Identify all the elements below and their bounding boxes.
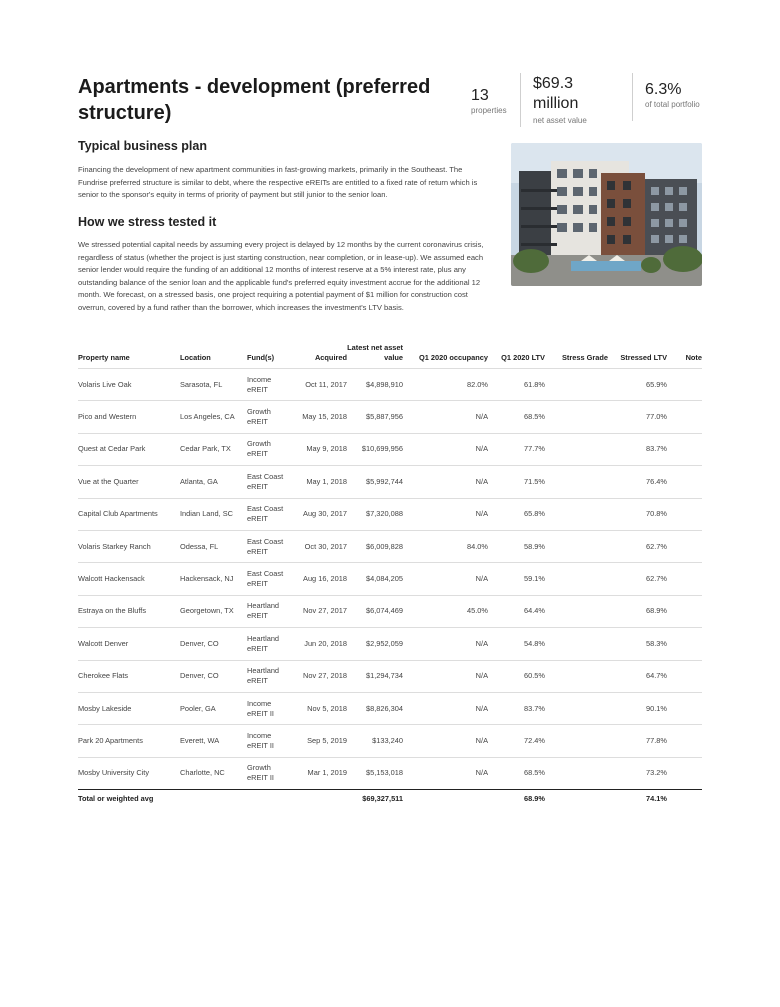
stat-divider [520,73,521,127]
total-label: Total or weighted avg [78,790,297,809]
cell-funds: Income eREIT II [247,692,297,724]
cell-note [667,466,702,498]
cell-location: Indian Land, SC [180,498,247,530]
cell-note [667,757,702,789]
cell-occupancy: N/A [403,401,488,433]
cell-funds: Growth eREIT [247,401,297,433]
cell-occupancy: N/A [403,692,488,724]
table-row [78,498,702,530]
cell-stressed-ltv: 62.7% [608,530,667,562]
stat-net-asset-value [533,74,618,126]
cell-property-name: Vue at the Quarter [78,466,180,498]
stat-properties-value: 13 [471,87,489,104]
cell-funds: East Coast eREIT [247,466,297,498]
table-total-row [78,790,702,809]
cell-property-name: Cherokee Flats [78,660,180,692]
cell-location: Cedar Park, TX [180,433,247,465]
cell-stress-grade [545,628,608,660]
cell-note [667,369,702,401]
stress-test-heading: How we stress tested it [78,215,217,229]
stat-portfolio-label: of total portfolio [645,100,700,109]
cell-funds: Heartland eREIT [247,628,297,660]
property-photo [511,143,702,286]
cell-occupancy: N/A [403,563,488,595]
cell-location: Georgetown, TX [180,595,247,627]
cell-acquired: Aug 30, 2017 [297,498,347,530]
cell-net-asset-value: $5,992,744 [347,466,403,498]
cell-stressed-ltv: 73.2% [608,757,667,789]
total-stressed-ltv: 74.1% [608,790,667,809]
cell-ltv: 83.7% [488,692,545,724]
cell-property-name: Park 20 Apartments [78,725,180,757]
cell-stressed-ltv: 64.7% [608,660,667,692]
cell-funds: Heartland eREIT [247,595,297,627]
table-row [78,628,702,660]
table-row [78,530,702,562]
table-row [78,757,702,789]
cell-funds: Heartland eREIT [247,660,297,692]
cell-ltv: 71.5% [488,466,545,498]
stat-portfolio-value: 6.3% [645,81,682,98]
cell-occupancy: N/A [403,498,488,530]
cell-net-asset-value: $133,240 [347,725,403,757]
cell-stressed-ltv: 83.7% [608,433,667,465]
cell-location: Denver, CO [180,660,247,692]
cell-funds: Growth eREIT [247,433,297,465]
cell-property-name: Volaris Starkey Ranch [78,530,180,562]
cell-property-name: Mosby University City [78,757,180,789]
cell-net-asset-value: $6,074,469 [347,595,403,627]
cell-funds: Income eREIT II [247,725,297,757]
cell-note [667,692,702,724]
cell-location: Denver, CO [180,628,247,660]
cell-location: Sarasota, FL [180,369,247,401]
cell-occupancy: N/A [403,757,488,789]
stat-nav-value: $69.3 million [533,75,579,112]
table-row [78,692,702,724]
col-header-acquired: Acquired [314,353,347,362]
table-row [78,725,702,757]
property-table [78,343,702,808]
cell-net-asset-value: $8,826,304 [347,692,403,724]
cell-stressed-ltv: 77.0% [608,401,667,433]
cell-occupancy: N/A [403,466,488,498]
cell-note [667,660,702,692]
cell-occupancy: 82.0% [403,369,488,401]
cell-funds: Income eREIT [247,369,297,401]
cell-stressed-ltv: 77.8% [608,725,667,757]
cell-net-asset-value: $5,887,956 [347,401,403,433]
cell-stressed-ltv: 76.4% [608,466,667,498]
cell-acquired: Sep 5, 2019 [297,725,347,757]
cell-occupancy: N/A [403,660,488,692]
cell-acquired: Mar 1, 2019 [297,757,347,789]
col-header-property-name: Property name [78,353,130,362]
cell-location: Charlotte, NC [180,757,247,789]
cell-note [667,595,702,627]
cell-acquired: Nov 27, 2017 [297,595,347,627]
cell-occupancy: 84.0% [403,530,488,562]
cell-ltv: 68.5% [488,757,545,789]
cell-ltv: 64.4% [488,595,545,627]
cell-acquired: Aug 16, 2018 [297,563,347,595]
cell-stressed-ltv: 90.1% [608,692,667,724]
cell-acquired: Nov 27, 2018 [297,660,347,692]
col-header-location: Location [180,353,211,362]
cell-property-name: Mosby Lakeside [78,692,180,724]
cell-property-name: Volaris Live Oak [78,369,180,401]
table-header-row [78,343,702,369]
table-row [78,466,702,498]
cell-location: Hackensack, NJ [180,563,247,595]
cell-property-name: Pico and Western [78,401,180,433]
cell-net-asset-value: $2,952,059 [347,628,403,660]
cell-note [667,563,702,595]
cell-property-name: Estraya on the Bluffs [78,595,180,627]
cell-ltv: 77.7% [488,433,545,465]
table-row [78,595,702,627]
col-header-ltv: Q1 2020 LTV [501,353,545,362]
table-row [78,369,702,401]
cell-acquired: May 9, 2018 [297,433,347,465]
cell-net-asset-value: $5,153,018 [347,757,403,789]
stress-test-text: We stressed potential capital needs by assuming every project is delayed by 12 months by the current coronavirus crisis, regardless of status (whether the project is just starting construction, near completion, or in lease-up). We assumed each senior lender would require the funding of an additional 12 months of interest reserve at a 5% interest rate, plus any outstanding balance of the senior loan and the applicable fund's preferred equity investment accrue for the additional 12 month. We forecast, on a stressed basis, one project requiring a potential payment of $1 million for construction cost overrun, covered by a fund rather than the borrower, which increases the investment's LTV basis. [78,240,484,312]
cell-net-asset-value: $4,084,205 [347,563,403,595]
table-row [78,401,702,433]
cell-acquired: Oct 11, 2017 [297,369,347,401]
total-net-asset-value: $69,327,511 [347,790,403,809]
cell-occupancy: N/A [403,433,488,465]
cell-occupancy: 45.0% [403,595,488,627]
cell-net-asset-value: $7,320,088 [347,498,403,530]
cell-location: Atlanta, GA [180,466,247,498]
cell-stress-grade [545,692,608,724]
table-row [78,433,702,465]
cell-acquired: Nov 5, 2018 [297,692,347,724]
cell-ltv: 54.8% [488,628,545,660]
cell-property-name: Walcott Denver [78,628,180,660]
col-header-stressed-ltv: Stressed LTV [620,353,667,362]
col-header-net-asset-value: Latest net asset value [347,343,403,362]
cell-ltv: 68.5% [488,401,545,433]
table-row [78,563,702,595]
cell-location: Odessa, FL [180,530,247,562]
cell-stress-grade [545,563,608,595]
cell-stress-grade [545,595,608,627]
cell-ltv: 59.1% [488,563,545,595]
cell-note [667,530,702,562]
cell-funds: East Coast eREIT [247,563,297,595]
cell-ltv: 60.5% [488,660,545,692]
cell-ltv: 65.8% [488,498,545,530]
cell-stressed-ltv: 58.3% [608,628,667,660]
cell-note [667,628,702,660]
cell-stress-grade [545,401,608,433]
cell-net-asset-value: $4,898,910 [347,369,403,401]
cell-funds: Growth eREIT II [247,757,297,789]
cell-note [667,433,702,465]
cell-ltv: 58.9% [488,530,545,562]
cell-ltv: 72.4% [488,725,545,757]
table-row [78,660,702,692]
cell-property-name: Capital Club Apartments [78,498,180,530]
cell-note [667,401,702,433]
cell-stressed-ltv: 70.8% [608,498,667,530]
cell-occupancy: N/A [403,628,488,660]
cell-net-asset-value: $6,009,828 [347,530,403,562]
cell-ltv: 61.8% [488,369,545,401]
col-header-stress-grade: Stress Grade [561,353,608,362]
col-header-note: Note [685,353,702,362]
page-title: Apartments - development (preferred structure) [78,76,431,124]
cell-stress-grade [545,466,608,498]
business-plan-heading: Typical business plan [78,139,207,153]
cell-stress-grade [545,498,608,530]
stat-properties [471,74,507,116]
cell-note [667,498,702,530]
stat-divider [632,73,633,121]
cell-note [667,725,702,757]
cell-stress-grade [545,433,608,465]
total-ltv: 68.9% [488,790,545,809]
apartment-building-image [511,143,702,286]
col-header-funds: Fund(s) [247,353,275,362]
cell-acquired: May 15, 2018 [297,401,347,433]
cell-net-asset-value: $1,294,734 [347,660,403,692]
cell-acquired: Jun 20, 2018 [297,628,347,660]
cell-stress-grade [545,725,608,757]
cell-occupancy: N/A [403,725,488,757]
cell-stress-grade [545,530,608,562]
cell-location: Los Angeles, CA [180,401,247,433]
col-header-occupancy: Q1 2020 occupancy [418,353,488,362]
cell-stress-grade [545,757,608,789]
cell-stressed-ltv: 65.9% [608,369,667,401]
cell-stress-grade [545,369,608,401]
cell-stress-grade [545,660,608,692]
cell-location: Pooler, GA [180,692,247,724]
cell-property-name: Quest at Cedar Park [78,433,180,465]
cell-property-name: Walcott Hackensack [78,563,180,595]
cell-funds: East Coast eREIT [247,498,297,530]
business-plan-text: Financing the development of new apartment communities in fast-growing markets, primarily in the Southeast. The Fundrise preferred structure is similar to debt, where the respective eREITs are entitled to a fixed rate of return which is senior to the sponsor's equity in terms of priority of payment but still junior to the senior loan. [78,165,478,199]
stat-nav-label: net asset value [533,116,587,125]
cell-funds: East Coast eREIT [247,530,297,562]
cell-stressed-ltv: 62.7% [608,563,667,595]
stat-properties-label: properties [471,106,507,115]
cell-stressed-ltv: 68.9% [608,595,667,627]
cell-acquired: Oct 30, 2017 [297,530,347,562]
cell-acquired: May 1, 2018 [297,466,347,498]
cell-location: Everett, WA [180,725,247,757]
cell-net-asset-value: $10,699,956 [347,433,403,465]
stat-portfolio-share [645,80,700,110]
